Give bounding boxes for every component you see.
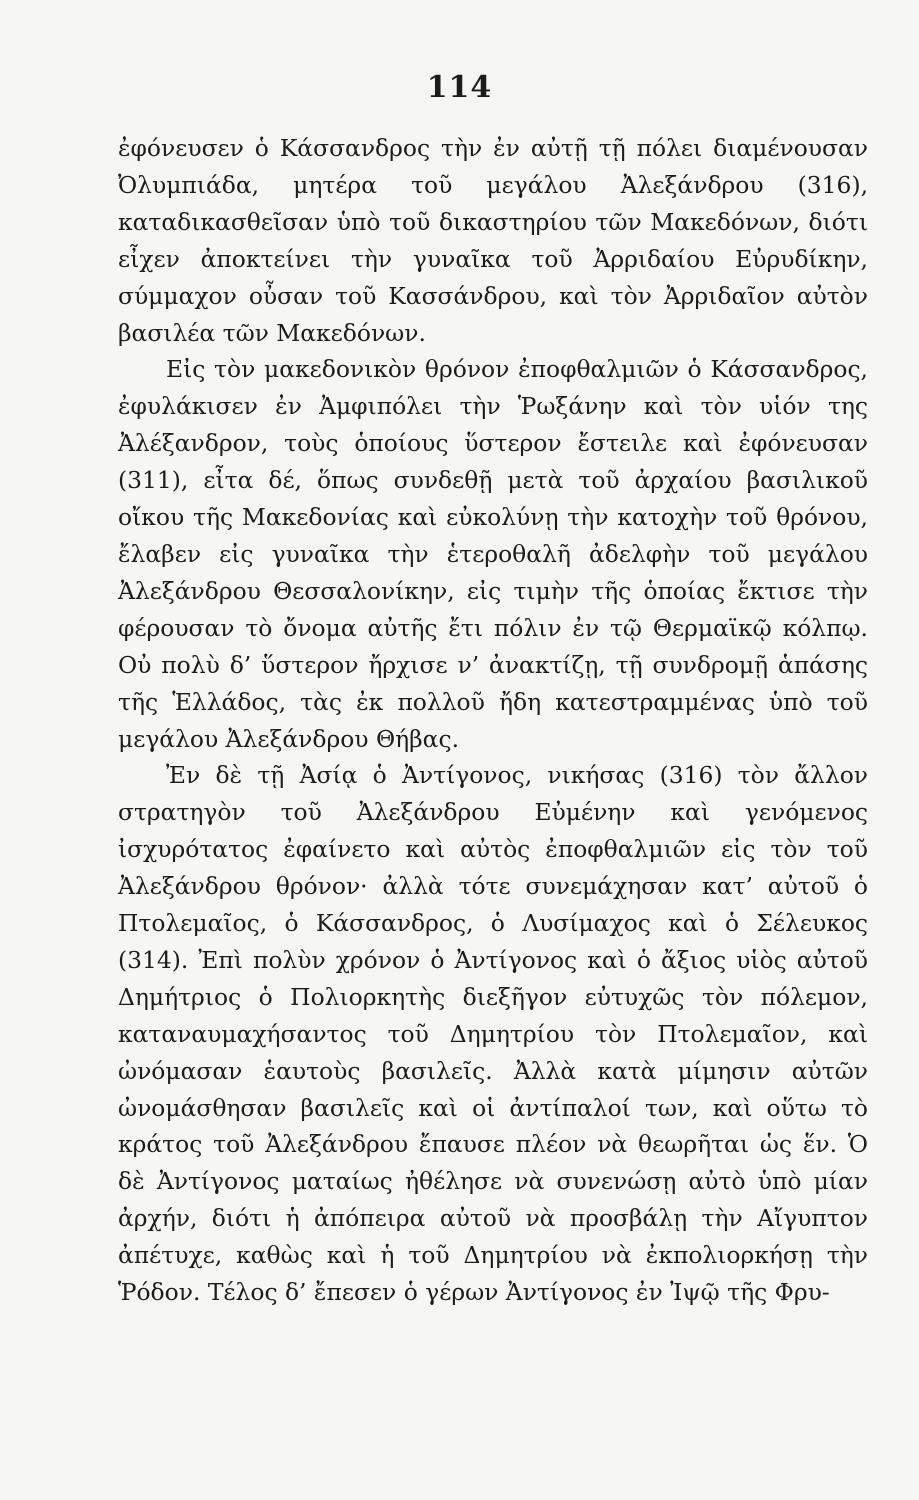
body-text [118, 130, 868, 1311]
paragraph-3: Ἐν δὲ τῇ Ἀσίᾳ ὁ Ἀντίγονος, νικήσας (316) τὸν ἄλλον στρατηγὸν τοῦ Ἀλεξάνδρου Εὐμένην καὶ γενόμενος ἰσχυρότατος ἐφαίνετο καὶ αὐτὸς ἐποφθαλμιῶν εἰς τὸν τοῦ Ἀλεξάνδρου θρόνον· ἀλλὰ τότε συνεμάχησαν κατ’ αὐτοῦ ὁ Πτολεμαῖος, ὁ Κάσσανδρος, ὁ Λυσίμαχος καὶ ὁ Σέλευκος (314). Ἐπὶ πολὺν χρόνον ὁ Ἀντίγονος καὶ ὁ ἄξιος υἱὸς αὐτοῦ Δημήτριος ὁ Πολιορκητὴς διεξῆγον εὐτυχῶς τὸν πόλεμον, καταναυμαχήσαντος τοῦ Δημητρίου τὸν Πτολεμαῖον, καὶ ὠνόμασαν ἑαυτοὺς βασιλεῖς. Ἀλλὰ κατὰ μίμησιν αὐτῶν ὠνομάσθησαν βασιλεῖς καὶ οἱ ἀντίπαλοί των, καὶ οὕτω τὸ κράτος τοῦ Ἀλεξάνδρου ἔπαυσε πλέον νὰ θεωρῆται ὡς ἕν. Ὁ δὲ Ἀντίγονος ματαίως ἠθέλησε νὰ συνενώσῃ αὐτὸ ὑπὸ μίαν ἀρχήν, διότι ἡ ἀπόπειρα αὐτοῦ νὰ προσβάλῃ τὴν Αἴγυπτον ἀπέτυχε, καθὼς καὶ ἡ τοῦ Δημητρίου νὰ ἐκπολιορκήσῃ τὴν Ῥόδον. Τέλος δ’ ἔπεσεν ὁ γέρων Ἀντίγονος ἐν Ἰψῷ τῆς Φρυ- [118, 761, 868, 1307]
page-number: 114 [426, 70, 493, 105]
paragraph-2: Εἰς τὸν μακεδονικὸν θρόνον ἐποφθαλμιῶν ὁ Κάσσανδρος, ἐφυλάκισεν ἐν Ἀμφιπόλει τὴν Ῥωξάνην καὶ τὸν υἱόν της Ἀλέξανδρον, τοὺς ὁποίους ὕστερον ἔστειλε καὶ ἐφόνευσαν (311), εἶτα δέ, ὅπως συνδεθῇ μετὰ τοῦ ἀρχαίου βασιλικοῦ οἴκου τῆς Μακεδονίας καὶ εὐκολύνῃ τὴν κατοχὴν τοῦ θρόνου, ἔλαβεν εἰς γυναῖκα τὴν ἑτεροθαλῆ ἀδελφὴν τοῦ μεγάλου Ἀλεξάνδρου Θεσσαλονίκην, εἰς τιμὴν τῆς ὁποίας ἔκτισε τὴν φέρουσαν τὸ ὄνομα αὐτῆς ἔτι πόλιν ἐν τῷ Θερμαϊκῷ κόλπῳ. Οὐ πολὺ δ’ ὕστερον ἤρχισε ν’ ἀνακτίζῃ, τῇ συνδρομῇ ἁπάσης τῆς Ἑλλάδος, τὰς ἐκ πολλοῦ ἤδη κατεστραμμένας ὑπὸ τοῦ μεγάλου Ἀλεξάνδρου Θήβας. [118, 355, 868, 753]
paragraph-1: ἐφόνευσεν ὁ Κάσσανδρος τὴν ἐν αὐτῇ τῇ πόλει διαμένουσαν Ὀλυμπιάδα, μητέρα τοῦ μεγάλου Ἀλεξάνδρου (316), καταδικασθεῖσαν ὑπὸ τοῦ δικαστηρίου τῶν Μακεδόνων, διότι εἶχεν ἀποκτείνει τὴν γυναῖκα τοῦ Ἀρριδαίου Εὐρυδίκην, σύμμαχον οὖσαν τοῦ Κασσάνδρου, καὶ τὸν Ἀρριδαῖον αὐτὸν βασιλέα τῶν Μακεδόνων. [118, 134, 868, 347]
